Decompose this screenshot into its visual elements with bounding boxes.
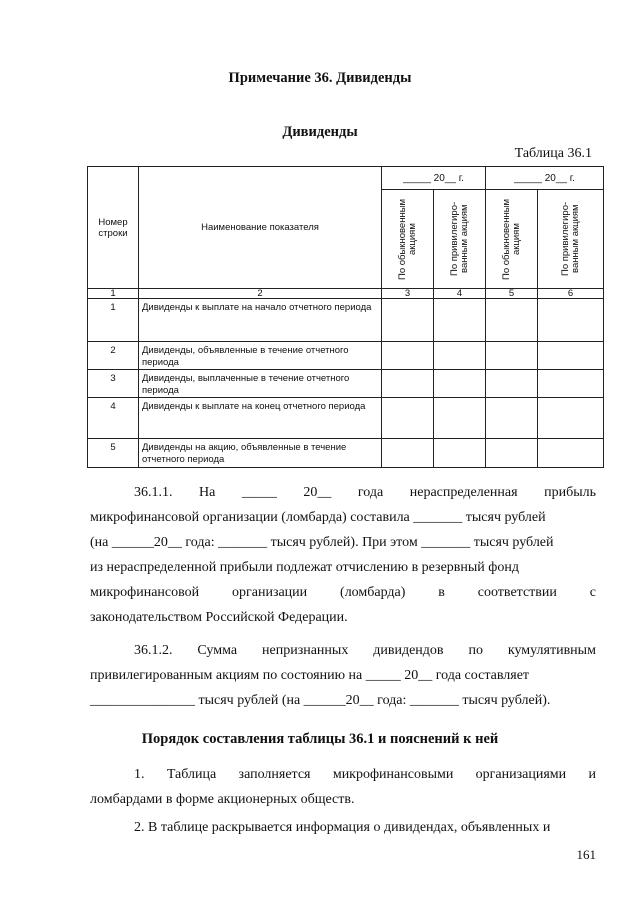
paragraph-36-1-1 (90, 480, 596, 630)
row-number: 1 (88, 299, 139, 342)
row-number: 2 (88, 342, 139, 370)
header-row-number: Номер строки (88, 167, 139, 289)
word: прибыль (544, 485, 596, 500)
list-item-2 (90, 815, 596, 840)
header-preferred-1: По привилегиро-ванным акциям (434, 190, 486, 289)
empty-cell (486, 342, 538, 370)
column-number: 3 (382, 289, 434, 299)
word: по (468, 643, 483, 658)
page-title: Примечание 36. Дивиденды (228, 70, 412, 86)
empty-cell (538, 370, 604, 398)
word: микрофинансовой (90, 585, 200, 600)
word: непризнанных (262, 643, 349, 658)
word: организации (232, 585, 308, 600)
word: 20__ (303, 485, 332, 500)
row-name: Дивиденды, объявленные в течение отчетного периода (139, 342, 382, 370)
text-line: _______________ тысяч рублей (на ______20__ года: _______ тысяч рублей). (90, 693, 551, 708)
empty-cell (382, 439, 434, 468)
table-row (88, 398, 604, 439)
empty-cell (382, 398, 434, 439)
list-item-1 (90, 762, 596, 812)
word: 36.1.2. (134, 643, 173, 658)
empty-cell (382, 370, 434, 398)
row-name: Дивиденды, выплаченные в течение отчетного периода (139, 370, 382, 398)
column-number: 6 (538, 289, 604, 299)
word: Сумма (197, 643, 238, 658)
empty-cell (538, 299, 604, 342)
page-number: 161 (576, 847, 596, 862)
row-number: 3 (88, 370, 139, 398)
empty-cell (538, 342, 604, 370)
word: микрофинансовыми (332, 767, 454, 782)
column-number: 2 (139, 289, 382, 299)
text-line: привилегированным акциям по состоянию на _____ 20__ года составляет (90, 668, 530, 683)
column-number-row (88, 289, 604, 299)
table-row (88, 439, 604, 468)
empty-cell (434, 439, 486, 468)
word: кумулятивным (507, 643, 596, 658)
empty-cell (382, 299, 434, 342)
word: соответствии (477, 585, 557, 600)
header-preferred-2: По привилегиро-ванным акциям (538, 190, 604, 289)
text-line: из нераспределенной прибыли подлежат отчислению в резервный фонд (90, 560, 519, 575)
empty-cell (486, 370, 538, 398)
word: и (588, 767, 596, 782)
table-heading: Дивиденды (282, 124, 358, 140)
empty-cell (434, 370, 486, 398)
row-name: Дивиденды на акцию, объявленные в течение отчетного периода (139, 439, 382, 468)
empty-cell (434, 342, 486, 370)
column-number: 4 (434, 289, 486, 299)
section-heading: Порядок составления таблицы 36.1 и пояснений к ней (141, 731, 499, 747)
empty-cell (486, 398, 538, 439)
row-number: 5 (88, 439, 139, 468)
text-line (90, 580, 596, 605)
paragraph-36-1-2 (90, 638, 596, 713)
dividends-table (87, 166, 604, 468)
row-name: Дивиденды к выплате на конец отчетного периода (139, 398, 382, 439)
column-number: 1 (88, 289, 139, 299)
empty-cell (538, 439, 604, 468)
column-number: 5 (486, 289, 538, 299)
text-line: законодательством Российской Федерации. (90, 610, 348, 625)
text-line (90, 762, 596, 787)
text-line: микрофинансовой организации (ломбарда) составила _______ тысяч рублей (90, 510, 546, 525)
word: с (589, 585, 596, 600)
word: организациями (475, 767, 567, 782)
text-line: 2. В таблице раскрывается информация о дивидендах, объявленных и (134, 820, 551, 835)
header-indicator-name: Наименование показателя (139, 167, 382, 289)
empty-cell (434, 398, 486, 439)
text-line (90, 480, 596, 505)
word: в (438, 585, 445, 600)
word: нераспределенная (409, 485, 518, 500)
empty-cell (382, 342, 434, 370)
word: 36.1.1. (134, 485, 173, 500)
row-number: 4 (88, 398, 139, 439)
word: На (199, 485, 216, 500)
blank-field: _____ (241, 485, 277, 500)
word: года (357, 485, 384, 500)
word: (ломбарда) (340, 585, 406, 600)
header-period-1: _____ 20__ г. (382, 167, 486, 190)
table-row (88, 299, 604, 342)
text-line: (на ______20__ года: _______ тысяч рублей). При этом _______ тысяч рублей (90, 535, 554, 550)
table-row (88, 342, 604, 370)
row-name: Дивиденды к выплате на начало отчетного периода (139, 299, 382, 342)
empty-cell (434, 299, 486, 342)
header-period-2: _____ 20__ г. (486, 167, 604, 190)
table-label: Таблица 36.1 (514, 146, 592, 161)
header-ordinary-2: По обыкновенным акциям (486, 190, 538, 289)
word: дивидендов (373, 643, 444, 658)
text-line (90, 638, 596, 663)
word: Таблица (166, 767, 217, 782)
table-row (88, 370, 604, 398)
text-line: ломбардами в форме акционерных обществ. (90, 792, 355, 807)
word: заполняется (238, 767, 311, 782)
empty-cell (486, 299, 538, 342)
word: 1. (134, 767, 145, 782)
header-ordinary-1: По обыкновенным акциям (382, 190, 434, 289)
empty-cell (538, 398, 604, 439)
empty-cell (486, 439, 538, 468)
